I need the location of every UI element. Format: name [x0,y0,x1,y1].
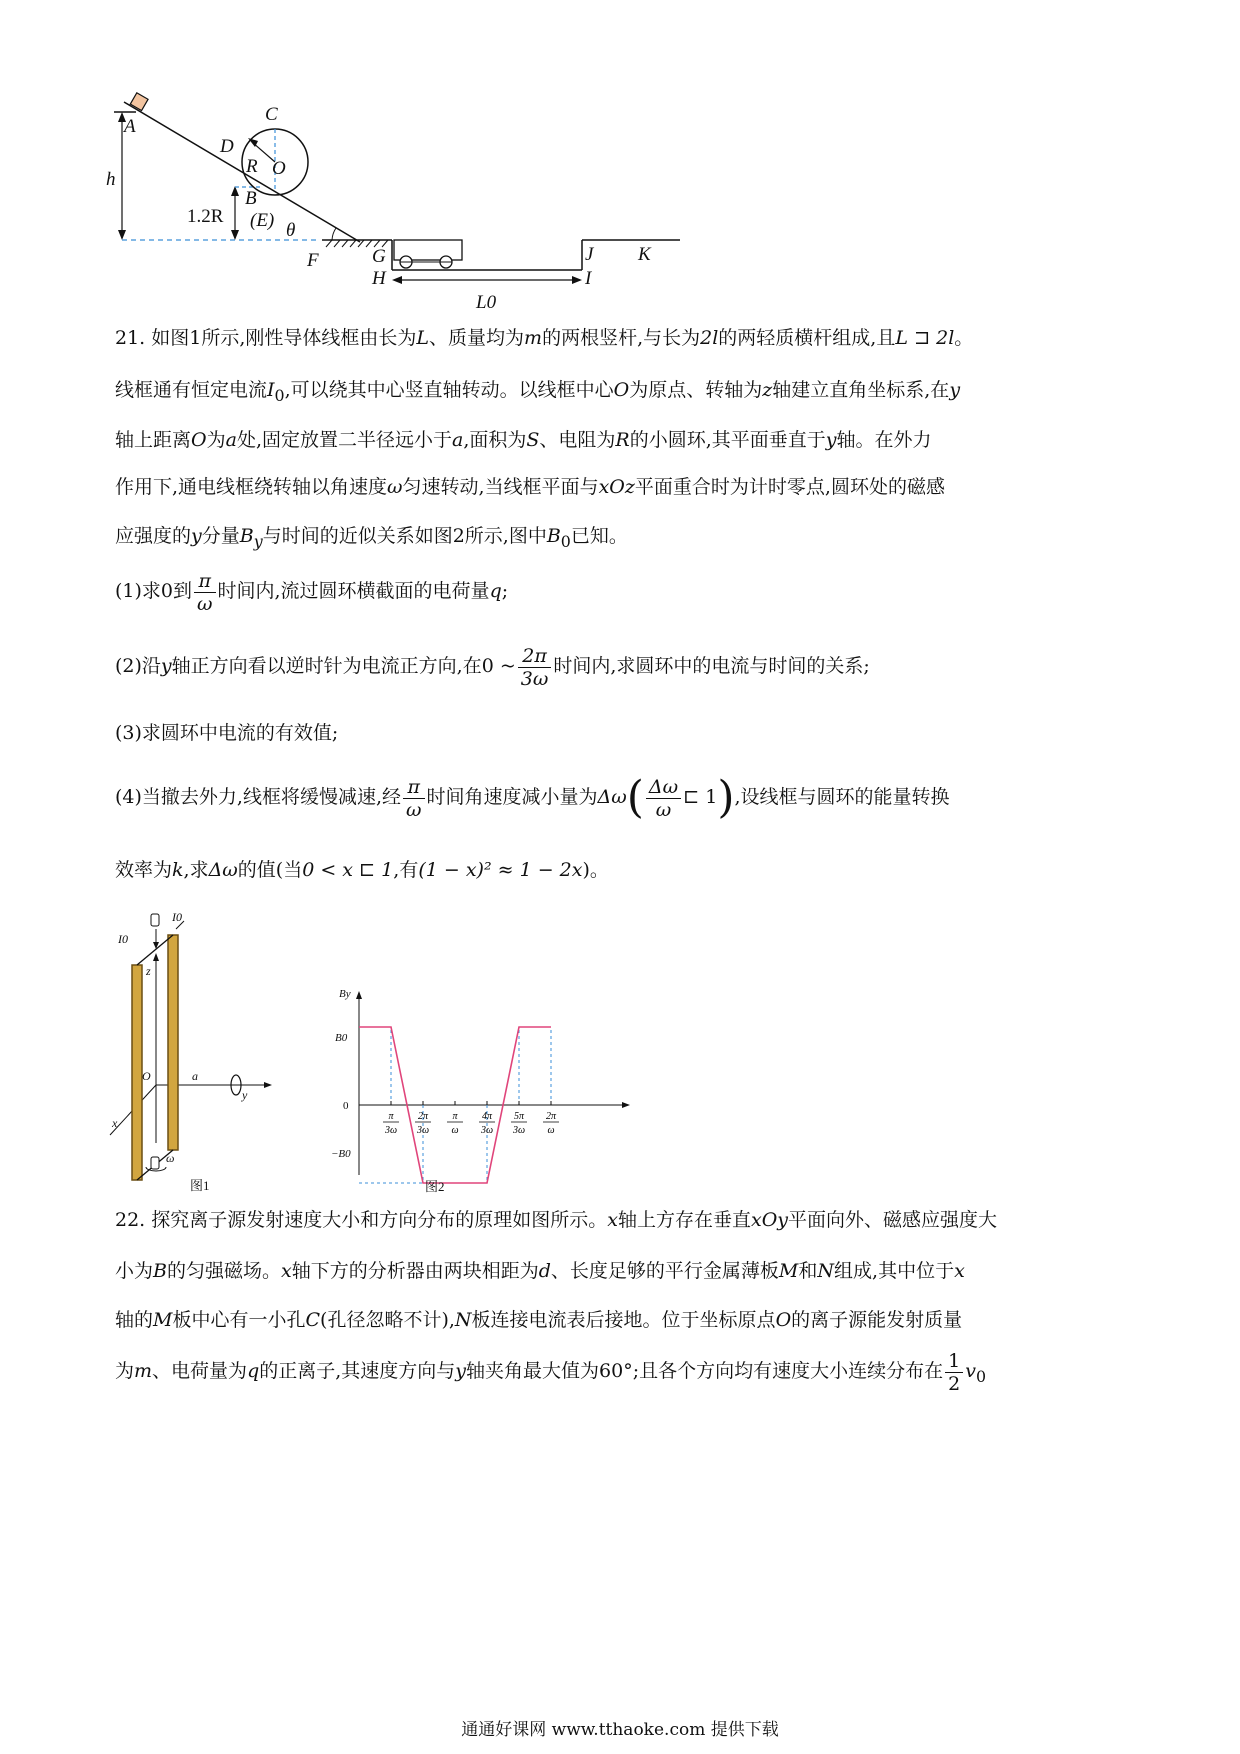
var: N [817,1260,835,1282]
text: 平面重合时为计时零点,圆环处的磁感 [634,476,945,498]
label-z: z [146,964,151,978]
text: 的离子源能发射质量 [791,1309,963,1331]
x-tick-num: π [388,1111,394,1122]
text: 板连接电流表后接地。位于坐标原点 [471,1309,776,1331]
var: Δω [597,786,627,808]
q22-line-4 [115,1346,1135,1402]
var: R [615,429,630,451]
var: B [153,1260,167,1282]
label-E: (E) [250,210,275,231]
text: 分量 [201,525,240,547]
footer-source: 通通好课网 www.tthaoke.com 提供下载 [461,1720,779,1740]
var: O [613,379,630,401]
denominator: 3ω [520,667,549,690]
text: 线框通有恒定电流 [115,379,268,401]
var: y [949,379,961,401]
fraction [945,1350,963,1395]
var: ω [387,476,403,498]
text: 效率为 [115,859,173,881]
text: ; [501,580,509,602]
var: x [954,1260,965,1282]
var: y [191,525,202,547]
label-B: B [245,188,257,209]
text: 、质量均为 [429,327,525,349]
q21-line-3 [115,428,1135,452]
var: a [451,429,464,451]
text: (孔径忽略不计), [320,1309,455,1331]
text: 轴上距离 [115,429,192,451]
label-O: O [272,158,286,179]
var: a [225,429,237,451]
text: 轴的 [115,1309,154,1331]
math: 0 ~ [481,655,516,677]
label-I: I [585,268,592,289]
text: 轴夹角最大值为 [466,1360,600,1382]
var: k [172,859,184,881]
y-axis-label: By [339,988,351,1000]
x-tick-num: 4π [481,1111,493,1122]
text: ,求 [183,859,209,881]
text: 匀速转动,当线框平面与 [402,476,599,498]
text: 时间内,求圆环中的电流与时间的关系; [553,655,870,677]
text: 轴上方存在垂直 [617,1209,751,1231]
text: 轴下方的分析器由两块相距为 [291,1260,539,1282]
var: M [153,1309,173,1331]
numerator: Δω [646,776,681,799]
var: q [489,580,502,602]
text: 应强度的 [115,525,192,547]
var: xOz [598,476,635,498]
var: y [455,1360,467,1382]
var: O [191,429,207,451]
sub: 0 [975,1366,987,1386]
text: 。 [954,327,974,349]
fig1-coil-frame [110,905,310,1195]
q22-line-3 [115,1308,1135,1332]
q21-part-3 [115,721,1135,745]
numerator: π [194,570,216,593]
label-F: F [307,250,319,271]
text: 时间角速度减小量为 [426,786,598,808]
var: B [239,525,254,547]
x-tick-den: ω [547,1125,555,1136]
text: 为 [206,429,226,451]
text: 轴正方向看以逆时针为电流正方向,在 [171,655,482,677]
label-C: C [265,104,278,125]
var: q [247,1360,260,1382]
denominator: ω [655,798,672,821]
sub: y [253,531,263,551]
text: (1)求0到 [115,580,193,602]
math: (1 − x)² ≈ 1 − 2x [418,859,583,881]
text: 、电荷量为 [152,1360,248,1382]
label-G: G [372,246,386,267]
label-a: a [192,1069,198,1083]
x-tick-num: 2π [417,1111,429,1122]
label-K: K [638,244,651,265]
tick-zero: 0 [343,1100,349,1112]
text: 、电阻为 [539,429,616,451]
math: ⊏ 1 [683,786,718,808]
q21-line-5 [115,524,1135,554]
denominator: ω [406,798,422,821]
text: 为原点、转轴为 [629,379,763,401]
var: y [160,655,172,677]
var: L [416,327,430,349]
label-omega: ω [166,1151,175,1165]
label-1-2R: 1.2R [187,206,224,227]
text: 21. 如图1所示,刚性导体线框由长为 [115,327,417,349]
numerator: π [403,776,425,799]
var: M [778,1260,799,1282]
q21-line-1 [115,326,1135,350]
q21-part-4 [115,772,1135,823]
x-tick-num: 5π [513,1111,525,1122]
q21-line-4 [115,475,1135,499]
fraction [194,570,216,615]
label-H: H [372,268,386,289]
text: (4)当撤去外力,线框将缓慢减速,经 [115,786,401,808]
var: m [524,327,543,349]
var: x [607,1209,618,1231]
label-J: J [585,244,594,265]
text: 组成,其中位于 [834,1260,955,1282]
label-I0-top: I0 [172,910,182,924]
text: 时间内,流过圆环横截面的电荷量 [217,580,490,602]
denominator: 2 [948,1372,961,1395]
math: 60° [599,1360,633,1382]
sub: 0 [560,531,571,551]
text: 为 [115,1360,135,1382]
var: B [546,525,561,547]
text: 和 [798,1260,818,1282]
q22-line-2 [115,1259,1135,1283]
text: 平面向外、磁感应强度大 [788,1209,998,1231]
var: Δω [208,859,238,881]
var: 2l [700,327,719,349]
text: (2)沿 [115,655,161,677]
fraction [518,645,552,690]
label-x: x [112,1116,118,1130]
label-y: y [242,1088,248,1102]
label-O: O [142,1069,151,1083]
q21-line-2 [115,378,1135,408]
text: 轴建立直角坐标系,在 [772,379,950,401]
var: d [538,1260,551,1282]
text: ,面积为 [463,429,527,451]
text: 板中心有一小孔 [172,1309,306,1331]
paren-right: ) [717,772,735,823]
text: ;且各个方向均有速度大小连续分布在 [632,1360,944,1382]
var: v [965,1360,976,1382]
text: 处,固定放置二半径远小于 [236,429,452,451]
numerator: 2π [518,645,552,668]
numerator: 1 [945,1350,963,1373]
text: 作用下,通电线框绕转轴以角速度 [115,476,388,498]
paren-left: ( [626,772,644,823]
fig2-by-chart [331,985,645,1195]
var: C [305,1309,321,1331]
text: )。 [582,859,609,881]
text: 的两根竖杆,与长为 [542,327,701,349]
var: S [526,429,540,451]
math: L ⊐ 2l [895,327,955,349]
text: 的小圆环,其平面垂直于 [629,429,826,451]
text: 与时间的近似关系如图2所示,图中 [262,525,547,547]
label-L0: L0 [476,292,497,313]
var: y [825,429,837,451]
text: 22. 探究离子源发射速度大小和方向分布的原理如图所示。 [115,1209,608,1231]
label-R: R [246,156,258,177]
fraction [646,776,681,821]
text: 的匀强磁场。 [166,1260,281,1282]
x-tick-den: 3ω [384,1125,398,1136]
text: 的值(当 [237,859,303,881]
x-tick-num: 2π [545,1111,557,1122]
text: 、长度足够的平行金属薄板 [550,1260,779,1282]
tick-B0: B0 [335,1032,348,1044]
x-tick-num: π [452,1111,458,1122]
x-tick-den: 3ω [480,1125,494,1136]
text: 小为 [115,1260,154,1282]
label-A: A [124,116,136,137]
x-tick-den: ω [451,1125,459,1136]
text: ,有 [393,859,419,881]
text: ,设线框与圆环的能量转换 [734,786,950,808]
q21-part-4-cont [115,858,1135,882]
fraction [403,776,425,821]
x-tick-den: 3ω [512,1125,526,1136]
label-theta: θ [286,220,296,241]
var: x [281,1260,292,1282]
label-I0-left: I0 [118,932,128,946]
text: 已知。 [570,525,628,547]
label-D: D [220,136,234,157]
var: N [454,1309,472,1331]
x-tick-den: 3ω [416,1125,430,1136]
q21-part-1 [115,567,1135,615]
var: I [267,379,275,401]
math: 0 < x ⊏ 1 [302,859,394,881]
denominator: ω [197,592,213,615]
q22-line-1 [115,1208,1135,1232]
tick-negB0: −B0 [331,1148,351,1160]
q21-part-2 [115,642,1135,690]
fig2-caption: 图2 [425,1179,445,1194]
text: 的两轻质横杆组成,且 [718,327,896,349]
text: 轴。在外力 [836,429,932,451]
var: m [134,1360,153,1382]
incline-loop-figure [100,90,760,330]
label-h: h [106,169,116,190]
text: 的正离子,其速度方向与 [259,1360,456,1382]
text: ,可以绕其中心竖直轴转动。以线框中心 [284,379,614,401]
var: z [762,379,773,401]
sub: 0 [274,385,285,405]
var: O [775,1309,792,1331]
text: (3)求圆环中电流的有效值; [115,722,339,744]
fig1-caption: 图1 [190,1178,210,1193]
var: xOy [751,1209,789,1231]
